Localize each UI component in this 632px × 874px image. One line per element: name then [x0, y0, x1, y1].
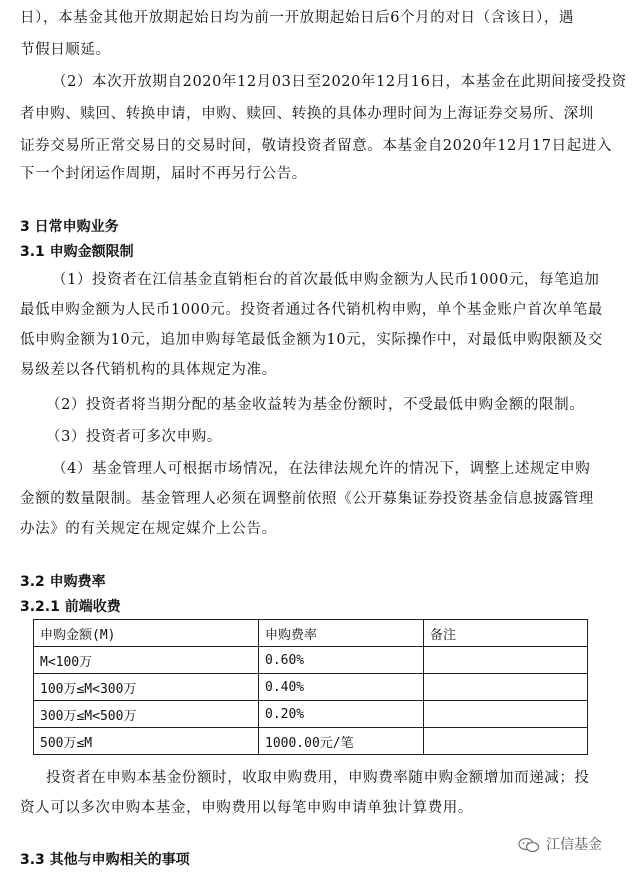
table-row: [34, 674, 588, 701]
section-heading-3-2: 3.2 申购费率: [20, 574, 106, 590]
table-cell: 500万≤M: [34, 728, 259, 755]
table-row: [34, 701, 588, 728]
table-row: [34, 647, 588, 674]
paragraph-line: （2）投资者将当期分配的基金收益转为基金份额时，不受最低申购金额的限制。: [46, 397, 585, 413]
fee-table: [33, 619, 588, 755]
table-cell: 100万≤M<300万: [34, 674, 259, 701]
paragraph-line: 金额的数量限制。基金管理人必须在调整前依照《公开募集证券投资基金信息披露管理: [20, 491, 594, 507]
table-cell: [424, 728, 588, 755]
watermark-text: 江信基金: [546, 837, 602, 853]
table-row: [34, 728, 588, 755]
paragraph-line: 下一个封闭运作周期，届时不再另行公告。: [20, 166, 307, 182]
table-cell: 1000.00元/笔: [259, 728, 424, 755]
table-cell: [424, 701, 588, 728]
section-heading-3-1: 3.1 申购金额限制: [20, 244, 134, 260]
paragraph-line: 日），本基金其他开放期起始日均为前一开放期起始日后6个月的对日（含该日），遇: [20, 10, 575, 26]
paragraph-line: 投资者在申购本基金份额时，收取申购费用，申购费率随申购金额增加而递减；投: [46, 770, 590, 786]
table-header-cell: 备注: [424, 620, 588, 647]
section-heading-3-2-1: 3.2.1 前端收费: [20, 599, 121, 615]
paragraph-line: 资人可以多次申购本基金，申购费用以每笔申购申请单独计算费用。: [20, 800, 473, 816]
wechat-icon: [518, 837, 540, 853]
paragraph-line: （3）投资者可多次申购。: [46, 429, 222, 445]
paragraph-line: 节假日顺延。: [20, 42, 111, 58]
paragraph-line: （2）本次开放期自2020年12月03日至2020年12月16日，本基金在此期间接受投资: [52, 74, 627, 90]
paragraph-line: （4）基金管理人可根据市场情况，在法律法规允许的情况下，调整上述规定申购: [52, 461, 591, 477]
table-cell: 0.20%: [259, 701, 424, 728]
table-cell: 0.60%: [259, 647, 424, 674]
table-header-row: [34, 620, 588, 647]
section-heading-3-3: 3.3 其他与申购相关的事项: [20, 852, 190, 868]
paragraph-line: 最低申购金额为人民币1000元。投资者通过各代销机构申购，单个基金账户首次单笔最: [20, 302, 603, 318]
paragraph-line: 低申购金额为10元，追加申购每笔最低金额为10元，实际操作中，对最低申购限额及交: [20, 332, 603, 348]
section-heading-3: 3 日常申购业务: [20, 219, 119, 235]
table-cell: [424, 674, 588, 701]
paragraph-line: （1）投资者在江信基金直销柜台的首次最低申购金额为人民币1000元，每笔追加: [52, 272, 600, 288]
paragraph-line: 者申购、赎回、转换申请，申购、赎回、转换的具体办理时间为上海证券交易所、深圳: [20, 106, 594, 122]
paragraph-line: 办法》的有关规定在规定媒介上公告。: [20, 521, 277, 537]
table-cell: 300万≤M<500万: [34, 701, 259, 728]
wechat-watermark: [518, 834, 602, 854]
table-cell: M<100万: [34, 647, 259, 674]
table-cell: [424, 647, 588, 674]
paragraph-line: 证券交易所正常交易日的交易时间，敬请投资者留意。本基金自2020年12月17日起进入: [20, 138, 612, 154]
table-header-cell: 申购金额(M): [34, 620, 259, 647]
table-cell: 0.40%: [259, 674, 424, 701]
table-header-cell: 申购费率: [259, 620, 424, 647]
paragraph-line: 易级差以各代销机构的具体规定为准。: [20, 362, 277, 378]
